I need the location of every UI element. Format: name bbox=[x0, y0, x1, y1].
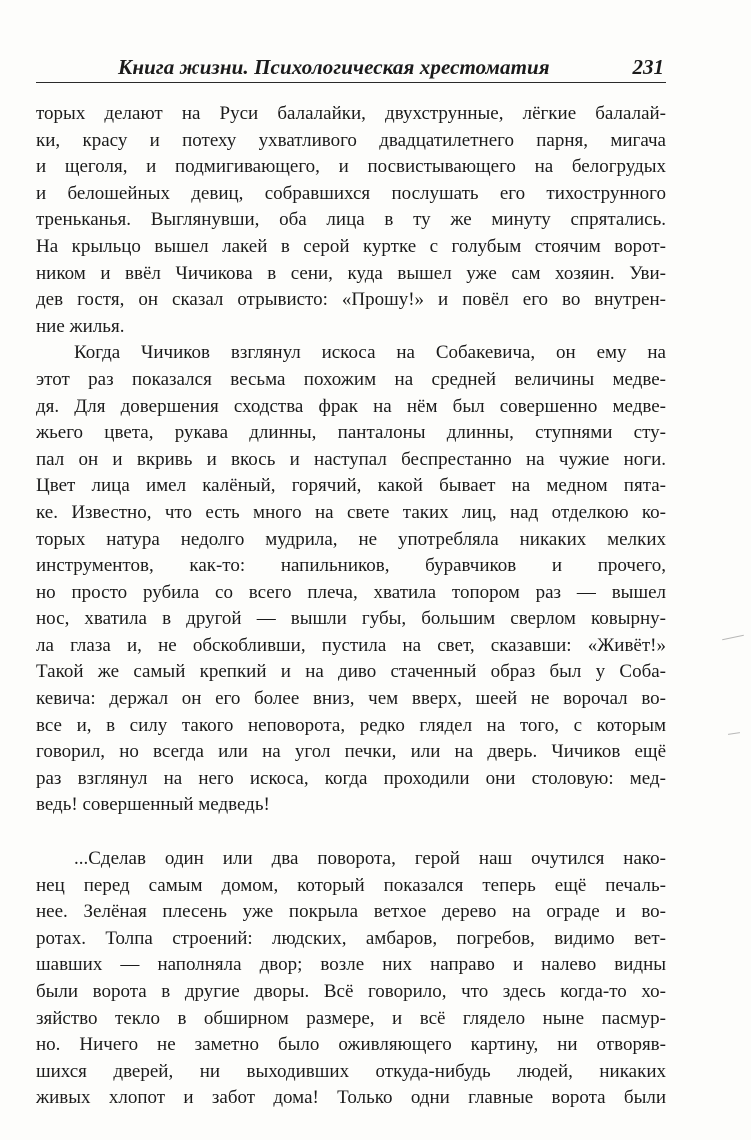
paragraph bbox=[36, 101, 666, 340]
paragraph bbox=[36, 340, 666, 819]
running-header bbox=[36, 52, 666, 83]
text-line: Цвет лица имел калёный, горячий, какой бывает на медном пята- bbox=[36, 475, 666, 497]
text-line: ла глаза и, не обскобливши, пустила на свет, сказавши: «Живёт!» bbox=[36, 634, 666, 656]
text-line: ротах. Толпа строений: людских, амбаров, погребов, видимо вет- bbox=[36, 927, 666, 949]
text-line: ведь! совершенный медведь! bbox=[36, 794, 270, 816]
text-line: зяйство текло в обширном размере, и всё глядело ныне пасмур- bbox=[36, 1007, 666, 1029]
text-line: и щеголя, и подмигивающего, и посвистывающего на белогрудых bbox=[36, 156, 666, 178]
text-line: жьего цвета, рукава длинны, панталоны длинны, ступнями сту- bbox=[36, 422, 666, 444]
text-line: но. Ничего не заметно было оживляющего картину, ни отворяв- bbox=[36, 1034, 666, 1056]
book-title: Книга жизни. Психологическая хрестоматия bbox=[118, 55, 550, 79]
text-line: живых хлопот и забот дома! Только одни главные ворота были bbox=[36, 1087, 666, 1109]
text-line: треньканья. Выглянувши, оба лица в ту же минуту спрятались. bbox=[36, 209, 666, 231]
page-number: 231 bbox=[632, 55, 664, 79]
text-line: пал он и вкривь и вкось и наступал беспрестанно на чужие ноги. bbox=[36, 448, 666, 470]
text-line: ке. Известно, что есть много на свете таких лиц, над отделкою ко- bbox=[36, 501, 666, 523]
margin-smudge bbox=[728, 732, 740, 735]
margin-smudge bbox=[722, 635, 744, 641]
section-break bbox=[36, 819, 666, 846]
text-line: дя. Для довершения сходства фрак на нём был совершенно медве- bbox=[36, 395, 666, 417]
text-line: Такой же самый крепкий и на диво стаченный образ был у Соба- bbox=[36, 661, 666, 683]
text-line: дев гостя, он сказал отрывисто: «Прошу!» и повёл его во внутрен- bbox=[36, 289, 666, 311]
text-line: были ворота в другие дворы. Всё говорило, что здесь когда-то хо- bbox=[36, 981, 666, 1002]
text-line: раз взглянул на него искоса, когда проходили они столовую: мед- bbox=[36, 767, 666, 789]
text-line: На крыльцо вышел лакей в серой куртке с голубым стоячим ворот- bbox=[36, 235, 666, 257]
text-line: кевича: держал он его более вниз, чем вверх, шеей не ворочал во- bbox=[36, 688, 666, 710]
paragraph bbox=[36, 846, 666, 1112]
text-line: и белошейных девиц, собравшихся послушать его тихострунного bbox=[36, 182, 666, 204]
text-line: все и, в силу такого неповорота, редко глядел на того, с которым bbox=[36, 714, 666, 736]
body-text bbox=[36, 101, 666, 1112]
text-line: торых делают на Руси балалайки, двухструнные, лёгкие балалай- bbox=[36, 103, 666, 124]
text-line: шавших — наполняла двор; возле них направо и налево видны bbox=[36, 954, 666, 976]
text-line: ником и ввёл Чичикова в сени, куда вышел уже сам хозяин. Уви- bbox=[36, 262, 666, 284]
text-line: говорил, но всегда или на угол печки, или на дверь. Чичиков ещё bbox=[36, 741, 666, 763]
text-line: инструментов, как-то: напильников, буравчиков и прочего, bbox=[36, 555, 666, 577]
text-line: ки, красу и потеху ухватливого двадцатилетнего парня, мигача bbox=[36, 129, 666, 151]
text-line: нее. Зелёная плесень уже покрыла ветхое дерево на ограде и во- bbox=[36, 901, 666, 923]
text-line: ...Сделав один или два поворота, герой наш очутился нако- bbox=[74, 848, 666, 870]
text-line: ние жилья. bbox=[36, 315, 125, 337]
text-line: но просто рубила со всего плеча, хватила топором раз — вышел bbox=[36, 581, 666, 603]
text-line: нец перед самым домом, который показался теперь ещё печаль- bbox=[36, 874, 666, 896]
text-line: этот раз показался весьма похожим на средней величины медве- bbox=[36, 368, 666, 390]
text-line: шихся дверей, ни выходивших откуда-нибудь людей, никаких bbox=[36, 1060, 666, 1082]
text-line: торых натура недолго мудрила, не употребляла никаких мелких bbox=[36, 528, 666, 550]
text-line: нос, хватила в другой — вышли губы, большим сверлом ковырну- bbox=[36, 608, 666, 630]
text-line: Когда Чичиков взглянул искоса на Собакевича, он ему на bbox=[74, 342, 666, 364]
